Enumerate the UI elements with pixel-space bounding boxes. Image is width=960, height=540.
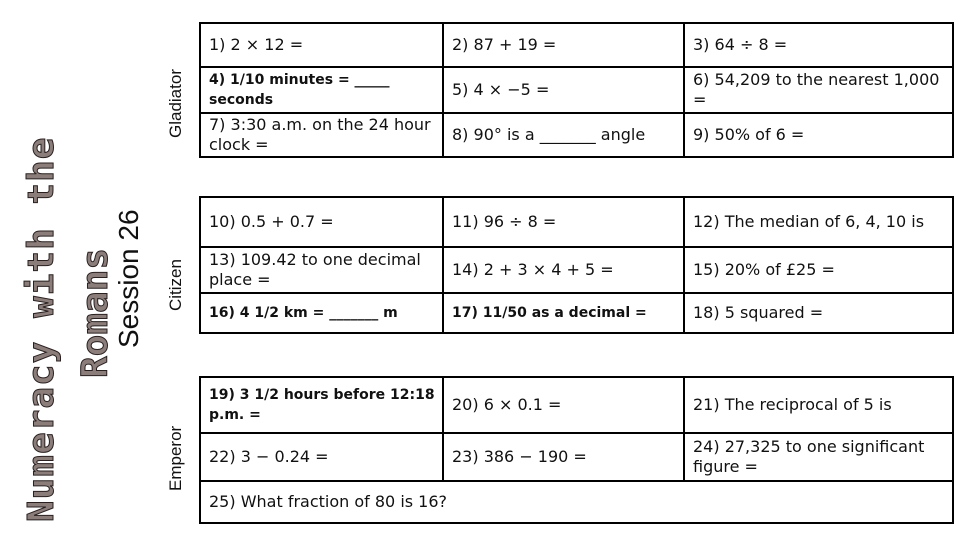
session-label: Session 26 bbox=[113, 209, 144, 348]
level-label-gladiator: Gladiator bbox=[166, 69, 185, 138]
question-10: 10) 0.5 + 0.7 = bbox=[209, 212, 334, 231]
question-14: 14) 2 + 3 × 4 + 5 = bbox=[452, 260, 614, 279]
question-7: 7) 3:30 a.m. on the 24 hour clock = bbox=[209, 115, 431, 154]
question-4: 4) 1/10 minutes = _____ seconds bbox=[209, 72, 390, 108]
question-3: 3) 64 ÷ 8 = bbox=[693, 35, 788, 54]
question-11: 11) 96 ÷ 8 = bbox=[452, 212, 557, 231]
emperor-question-grid bbox=[199, 376, 954, 524]
gladiator-question-grid bbox=[199, 22, 954, 158]
question-25: 25) What fraction of 80 is 16? bbox=[209, 492, 448, 511]
question-23: 23) 386 − 190 = bbox=[452, 447, 587, 466]
question-2: 2) 87 + 19 = bbox=[452, 35, 557, 54]
question-16: 16) 4 1/2 km = _______ m bbox=[209, 305, 398, 321]
citizen-question-grid bbox=[199, 196, 954, 334]
level-label-emperor: Emperor bbox=[166, 425, 185, 491]
question-20: 20) 6 × 0.1 = bbox=[452, 395, 562, 414]
question-15: 15) 20% of £25 = bbox=[693, 260, 835, 279]
worksheet-title-line2: Romans bbox=[75, 247, 116, 378]
question-17: 17) 11/50 as a decimal = bbox=[452, 305, 647, 321]
question-8: 8) 90° is a _______ angle bbox=[452, 125, 646, 144]
level-label-citizen: Citizen bbox=[166, 259, 185, 311]
question-6: 6) 54,209 to the nearest 1,000 = bbox=[693, 70, 940, 109]
question-1: 1) 2 × 12 = bbox=[209, 35, 304, 54]
question-18: 18) 5 squared = bbox=[693, 303, 824, 322]
question-21: 21) The reciprocal of 5 is bbox=[693, 395, 892, 414]
question-19: 19) 3 1/2 hours before 12:18 p.m. = bbox=[209, 387, 435, 423]
question-12: 12) The median of 6, 4, 10 is bbox=[693, 212, 925, 231]
question-13: 13) 109.42 to one decimal place = bbox=[209, 250, 421, 289]
worksheet-title-line1: Numeracy with the bbox=[21, 136, 62, 522]
question-5: 5) 4 × −5 = bbox=[452, 80, 550, 99]
question-24: 24) 27,325 to one significant figure = bbox=[693, 437, 925, 476]
question-9: 9) 50% of 6 = bbox=[693, 125, 805, 144]
question-22: 22) 3 − 0.24 = bbox=[209, 447, 329, 466]
